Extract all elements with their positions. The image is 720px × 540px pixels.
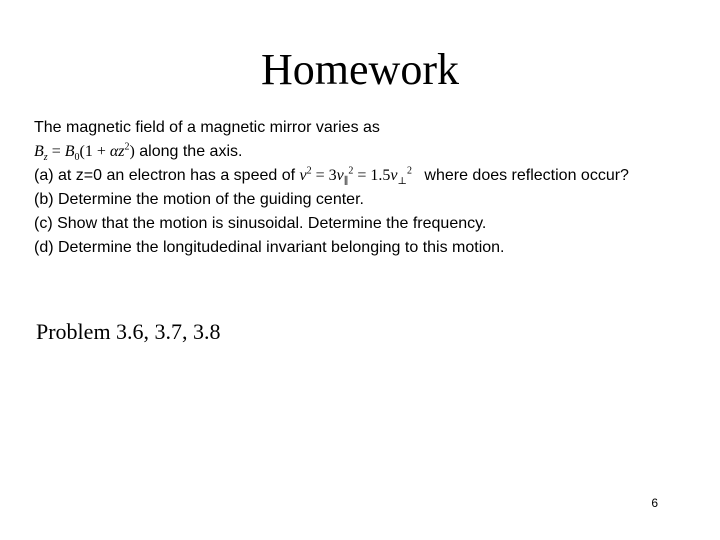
part-d-line: (d) Determine the longitudedinal invariant belonging to this motion.: [34, 239, 505, 256]
slide-title: Homework: [261, 45, 459, 94]
page-number: 6: [651, 496, 658, 510]
homework-problem-text: [34, 116, 674, 260]
intro-line: The magnetic field of a magnetic mirror varies as: [34, 119, 380, 136]
field-equation: $B_z = B_0(1 + \alpha z^2)$: [34, 141, 135, 164]
equation-suffix: along the axis.: [139, 143, 243, 160]
part-a-line: [34, 164, 674, 188]
problem-reference: Problem 3.6, 3.7, 3.8: [36, 319, 221, 344]
field-equation-line: [34, 140, 674, 164]
part-a-suffix: where does reflection occur?: [424, 167, 629, 184]
speed-equation: $v^2 = 3v_\parallel^2 = 1.5v_\perp^2$: [299, 165, 412, 188]
part-c-line: (c) Show that the motion is sinusoidal. Determine the frequency.: [34, 215, 487, 232]
part-a-prefix: (a) at z=0 an electron has a speed of: [34, 167, 296, 184]
part-b-line: (b) Determine the motion of the guiding center.: [34, 191, 364, 208]
